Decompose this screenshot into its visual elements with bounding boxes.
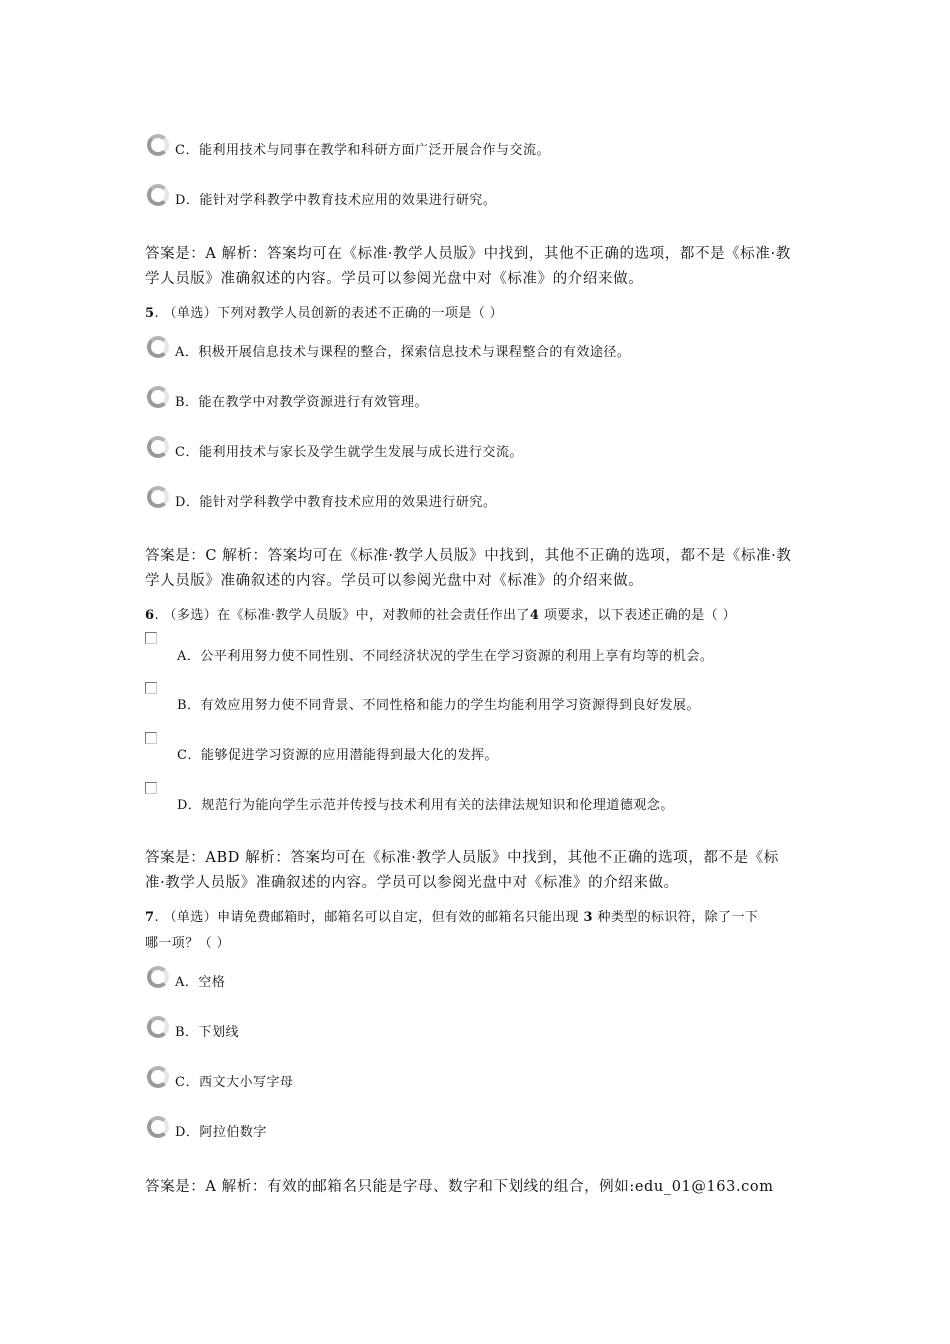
answer-line: 学人员版》准确叙述的内容。学员可以参阅光盘中对《标准》的介绍来做。 [145, 573, 644, 589]
question-number: 5 [145, 306, 155, 321]
q5-option-c[interactable] [147, 436, 523, 464]
option-label: C．能利用技术与同事在教学和科研方面广泛开展合作与交流。 [175, 142, 550, 158]
radio-button-icon[interactable] [147, 966, 169, 988]
radio-button-icon[interactable] [147, 336, 169, 358]
question-text: 种类型的标识符，除了一下 [592, 910, 759, 925]
q5-option-a[interactable] [147, 336, 630, 364]
option-label: B．下划线 [175, 1024, 240, 1040]
option-label: A．积极开展信息技术与课程的整合，探索信息技术与课程整合的有效途径。 [175, 344, 631, 360]
option-label: D．能针对学科教学中教育技术应用的效果进行研究。 [175, 494, 497, 510]
question-count: 4 [529, 608, 540, 623]
q4-option-c[interactable] [147, 134, 550, 162]
q6-checkbox-d[interactable] [145, 782, 157, 794]
q5-option-b[interactable] [147, 386, 428, 414]
q6-checkbox-b[interactable] [145, 682, 157, 694]
answer-line: 答案是：A 解析：有效的邮箱名只能是字母、数字和下划线的组合，例如:edu_01@163.com [145, 1179, 774, 1195]
answer-line: 答案是：ABD 解析：答案均可在《标准·教学人员版》中找到，其他不正确的选项，都不是《标 [145, 850, 779, 866]
q6-option-b-label: B．有效应用努力使不同背景、不同性格和能力的学生均能利用学习资源得到良好发展。 [177, 698, 701, 713]
answer-line: 答案是：C 解析：答案均可在《标准·教学人员版》中找到，其他不正确的选项，都不是《标准·教 [145, 548, 792, 564]
radio-button-icon[interactable] [147, 1066, 169, 1088]
q6-checkbox-a[interactable] [145, 632, 157, 644]
radio-button-icon[interactable] [147, 134, 169, 156]
q7-option-c[interactable] [147, 1066, 293, 1094]
question-text: 项要求，以下表述正确的是（ ） [539, 608, 736, 623]
q7-answer [145, 1175, 810, 1200]
q5-answer [145, 544, 810, 594]
question-number: 6 [145, 608, 155, 623]
radio-button-icon[interactable] [147, 1116, 169, 1138]
q7-question-line2: 哪一项？（ ） [145, 936, 230, 951]
question-count: 3 [583, 910, 593, 925]
radio-button-icon[interactable] [147, 386, 169, 408]
q6-question [145, 604, 736, 623]
question-number: 7 [145, 910, 155, 925]
radio-button-icon[interactable] [147, 486, 169, 508]
q6-checkbox-c[interactable] [145, 732, 157, 744]
q7-option-a[interactable] [147, 966, 225, 994]
option-label: D．能针对学科教学中教育技术应用的效果进行研究。 [175, 192, 497, 208]
option-label: D．阿拉伯数字 [175, 1124, 267, 1140]
radio-button-icon[interactable] [147, 436, 169, 458]
answer-line: 准·教学人员版》准确叙述的内容。学员可以参阅光盘中对《标准》的介绍来做。 [145, 875, 679, 891]
answer-line: 答案是：A 解析：答案均可在《标准·教学人员版》中找到，其他不正确的选项，都不是《标准·教 [145, 246, 791, 262]
question-text: . （多选）在《标准·教学人员版》中，对教师的社会责任作出了 [154, 608, 530, 623]
question-text: . （单选）申请免费邮箱时，邮箱名可以自定，但有效的邮箱名只能出现 [154, 910, 584, 925]
q5-option-d[interactable] [147, 486, 496, 514]
q7-question [145, 906, 758, 925]
question-text: . （单选）下列对教学人员创新的表述不正确的一项是（ ） [154, 306, 504, 321]
q5-question [145, 302, 503, 321]
q6-option-a-label: A．公平利用努力使不同性别、不同经济状况的学生在学习资源的利用上享有均等的机会。 [177, 649, 714, 664]
q4-option-d[interactable] [147, 184, 496, 212]
q7-option-d[interactable] [147, 1116, 267, 1144]
radio-button-icon[interactable] [147, 1016, 169, 1038]
option-label: B．能在教学中对教学资源进行有效管理。 [175, 394, 429, 410]
option-label: C．能利用技术与家长及学生就学生发展与成长进行交流。 [175, 444, 523, 460]
answer-line: 学人员版》准确叙述的内容。学员可以参阅光盘中对《标准》的介绍来做。 [145, 271, 644, 287]
option-label: C．西文大小写字母 [175, 1074, 294, 1090]
q6-option-c-label: C．能够促进学习资源的应用潜能得到最大化的发挥。 [177, 748, 498, 763]
radio-button-icon[interactable] [147, 184, 169, 206]
q6-answer [145, 846, 810, 896]
option-label: A．空格 [175, 974, 226, 990]
q6-option-d-label: D．规范行为能向学生示范并传授与技术利用有关的法律法规知识和伦理道德观念。 [177, 798, 674, 813]
q4-answer [145, 242, 810, 292]
q7-option-b[interactable] [147, 1016, 239, 1044]
